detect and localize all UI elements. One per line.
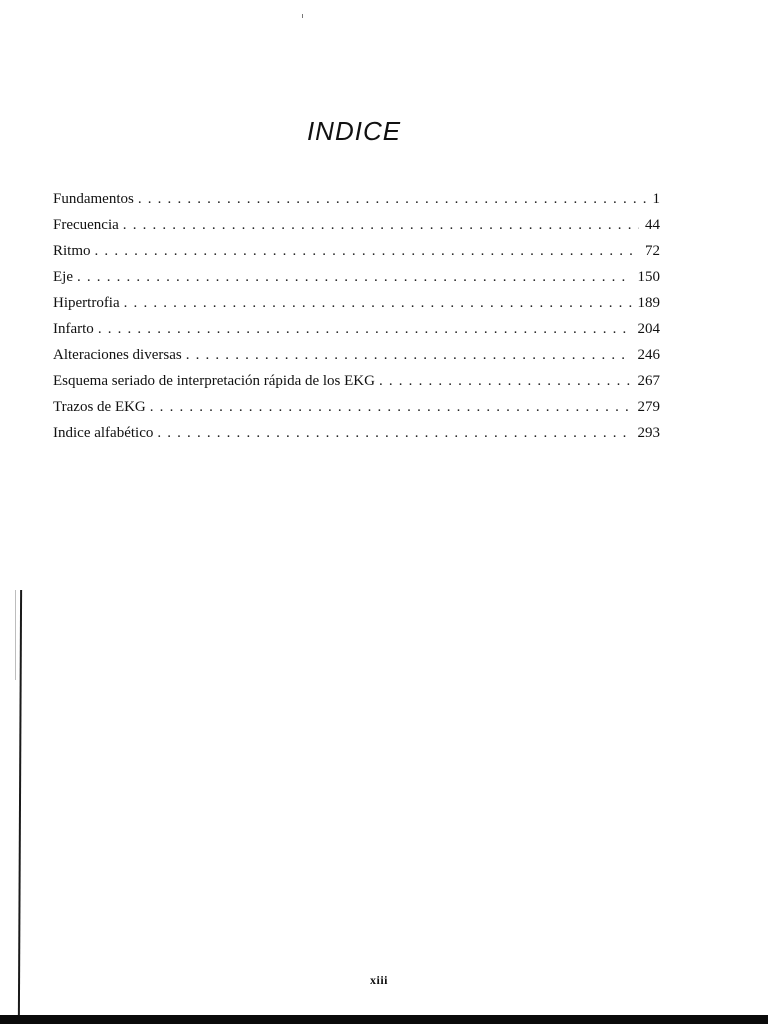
toc-entry-infarto[interactable] [53, 316, 660, 342]
toc-entry-label: Trazos de EKG [53, 399, 146, 415]
toc-leader-dots [157, 420, 631, 446]
toc-entry-page: 189 [637, 295, 660, 311]
toc-leader-dots [124, 290, 632, 316]
toc-entry-page: 44 [645, 217, 660, 233]
toc-entry-label: Alteraciones diversas [53, 347, 182, 363]
toc-entry-indice-alfabetico[interactable] [53, 420, 660, 446]
page-number: xiii [369, 973, 388, 987]
toc-entry-label: Ritmo [53, 243, 91, 259]
toc-leader-dots [379, 368, 632, 394]
toc-entry-hipertrofia[interactable] [53, 290, 660, 316]
toc-entry-label: Indice alfabético [53, 425, 154, 441]
toc-entry-page: 279 [637, 399, 660, 415]
scan-bottom-border [0, 1015, 768, 1024]
toc-entry-alteraciones-diversas[interactable] [53, 342, 660, 368]
toc-entry-page: 293 [637, 425, 660, 441]
toc-entry-trazos-de-ekg[interactable] [53, 394, 660, 420]
binding-edge-shadow [15, 590, 16, 680]
toc-leader-dots [186, 342, 632, 368]
toc-entry-label: Fundamentos [53, 191, 134, 207]
toc-entry-label: Hipertrofia [53, 295, 120, 311]
toc-leader-dots [123, 212, 639, 238]
toc-entry-esquema-seriado[interactable] [53, 368, 660, 394]
toc-entry-label: Infarto [53, 321, 94, 337]
toc-leader-dots [150, 394, 632, 420]
toc-entry-page: 150 [637, 269, 660, 285]
toc-leader-dots [77, 264, 632, 290]
toc-entry-eje[interactable] [53, 264, 660, 290]
toc-entry-page: 72 [645, 243, 660, 259]
toc-entry-page: 246 [637, 347, 660, 363]
toc-leader-dots [98, 316, 632, 342]
toc-entry-label: Esquema seriado de interpretación rápida de los EKG [53, 373, 375, 389]
scan-speck [302, 14, 303, 18]
toc-leader-dots [138, 186, 647, 212]
toc-entry-page: 267 [637, 373, 660, 389]
toc-entry-ritmo[interactable] [53, 238, 660, 264]
toc-entry-label: Eje [53, 269, 73, 285]
toc-entry-fundamentos[interactable] [53, 186, 660, 212]
binding-edge-line [18, 590, 22, 1016]
page-title: INDICE [306, 116, 402, 146]
toc-entry-page: 204 [637, 321, 660, 337]
toc-entry-page: 1 [652, 191, 660, 207]
table-of-contents [53, 186, 660, 446]
toc-entry-label: Frecuencia [53, 217, 119, 233]
toc-entry-frecuencia[interactable] [53, 212, 660, 238]
toc-leader-dots [95, 238, 639, 264]
